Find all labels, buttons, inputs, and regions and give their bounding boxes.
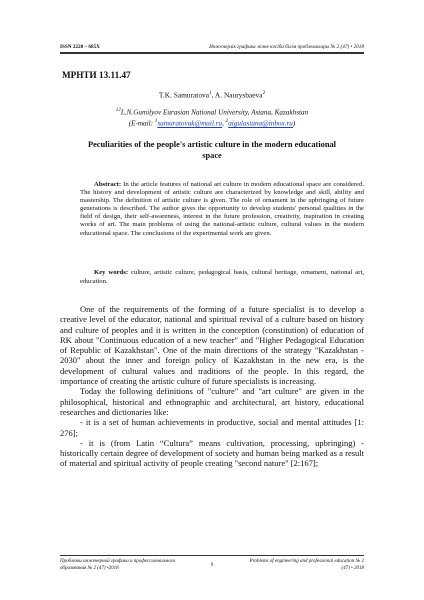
journal-title-kz: Инженерлік графика және кәсіби білім проблемалары № 2 (47) • 2018 xyxy=(209,44,364,50)
author-2: , A. Naurysbaeva xyxy=(211,90,263,100)
running-footer xyxy=(60,555,364,572)
issn-label: ISSN 2220 – 685X xyxy=(60,44,100,50)
email-separator: , xyxy=(222,119,226,128)
email-2-sup: 2 xyxy=(225,119,229,125)
affiliation-sup: 12 xyxy=(115,108,121,113)
abstract-text: In the article features of national art culture in modern educational space are considered. The history and development of artistic culture are characterized by knowledge and skill, ability and mastership. The definition of artistic culture is given. The role of ornament in the upbringing of future generations is described. The author gives the opportunity to develop students' personal qualities in the field of design, their self-awareness, interest in the future profession, creativity, inspiration in creating works of art. The main problems of using the national-artistic culture, cultural values in the modern educational space. The conclusions of the experimental work are given. xyxy=(80,181,364,237)
paragraph: - it is (from Latin “Cultura” means cultivation, processing, upbringing) - historically certain degree of development of society and human being marked as a result of material and spiritual activity of people creating "second nature" [2:167]; xyxy=(60,437,364,469)
mrnti-code: МРНТИ 13.11.47 xyxy=(62,70,131,80)
paragraph: - it is a set of human achievements in productive, social and mental attitudes [1: 276]; xyxy=(60,417,364,438)
affiliation-name: L.N.Gumilyov Eurasian National University, Astana, Kazakhstan xyxy=(120,108,309,117)
affiliation xyxy=(60,106,364,129)
paragraph: One of the requirements of the forming of a future specialist is to develop a creative level of the educator, national and spiritual revival of a culture based on history and culture of peoples and it is written in the conception (constitution) of education of RK about "Continuous education of a new teacher" and "Higher Pedagogical Education of Republic of Kazakhstan". One of the main directions of the strategy "Kazakhstan - 2030" about the inner and foreign policy of Kazakhstan in the new era, is the development of cultural values and traditions of the people. In this regard, the importance of creating the artistic culture of future specialists is increasing. xyxy=(60,304,364,387)
header-rule xyxy=(60,53,364,54)
affiliation-line-1 xyxy=(60,106,364,117)
keywords xyxy=(80,269,364,286)
email-link-1[interactable]: samuratovak@mail.ru xyxy=(157,119,223,128)
author-1-sup: 1 xyxy=(209,90,212,96)
email-1-sup: 1 xyxy=(154,119,158,125)
abstract xyxy=(80,181,364,238)
article-title: Peculiarities of the people's artistic culture in the modern educational space xyxy=(87,140,337,160)
footer-journal-ru: Проблемы инженерной графики и профессионального образования № 2 (47) •2018 xyxy=(60,559,176,571)
email-prefix: (E-mail: xyxy=(128,119,155,128)
email-link-2[interactable]: aigulastana@inbox.ru xyxy=(228,119,293,128)
paragraph: Today the following definitions of "culture" and "art culture" are given in the philosophical, historical and ethnographic and architectural, art history, educational researches and dictionaries like: xyxy=(60,386,364,417)
email-suffix: ) xyxy=(292,119,296,128)
footer-journal-en: Problems of engineering and professional education № 2 (47) • 2018 xyxy=(249,559,364,571)
page-number: 9 xyxy=(210,563,214,568)
keywords-text: culture, artistic culture, pedagogical basis, cultural heritage, ornament, national art, education. xyxy=(80,269,364,285)
keywords-label: Key words: xyxy=(94,269,129,276)
affiliation-line-2 xyxy=(60,117,364,128)
authors-line xyxy=(60,90,364,99)
running-header xyxy=(60,44,364,53)
body-text xyxy=(60,304,364,469)
author-1: T.K. Samuratova xyxy=(158,90,210,100)
author-2-sup: 2 xyxy=(262,90,266,96)
abstract-label: Abstract: xyxy=(94,181,122,188)
